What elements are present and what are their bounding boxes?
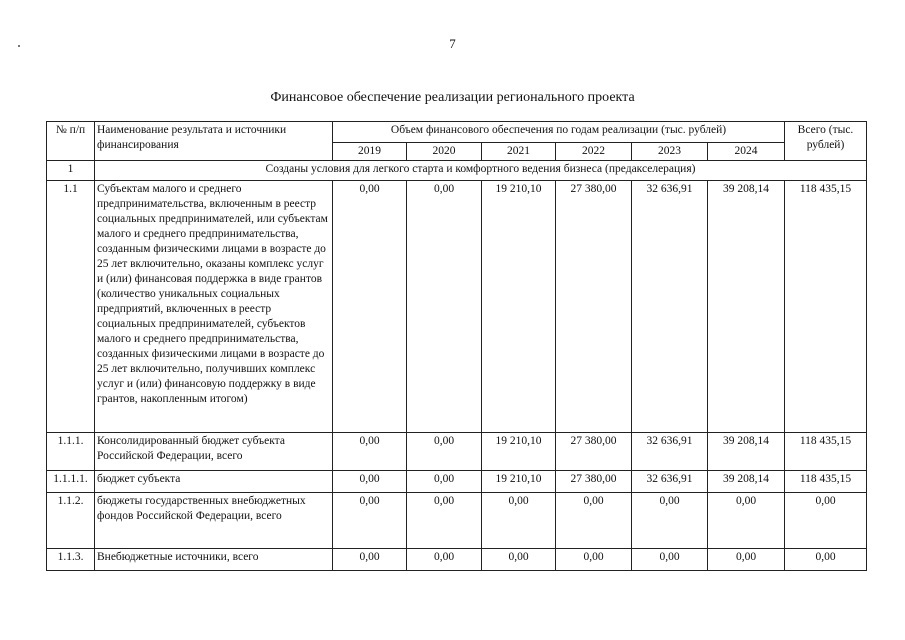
value-total: 118 435,15	[785, 471, 867, 493]
row-name: Субъектам малого и среднего предпринимательства, включенным в реестр социальных предпринимателей, или субъектам малого и среднего предпринимательства, созданным физическими лицами в возрасте до 25 лет включительно, оказаны комплекс услуг и (или) финансовая поддержка в виде грантов (количество уникальных социальных предприятий, включенных в реестр социальных предпринимателей, субъектов малого и среднего предпринимательства, созданных физическими лицами в возрасте до 25 лет включительно, получивших комплекс услуг и (или) финансовую поддержку в виде грантов, накопленным итогом)	[95, 181, 333, 433]
value-2019: 0,00	[333, 471, 407, 493]
value-2020: 0,00	[407, 471, 482, 493]
value-total: 0,00	[785, 549, 867, 571]
value-2024: 0,00	[708, 493, 785, 549]
financing-table	[46, 121, 867, 571]
value-2023: 32 636,91	[632, 433, 708, 471]
row-num: 1.1.3.	[47, 549, 95, 571]
value-2024: 39 208,14	[708, 471, 785, 493]
row-num: 1.1	[47, 181, 95, 433]
row-name: Консолидированный бюджет субъекта Российской Федерации, всего	[95, 433, 333, 471]
value-total: 0,00	[785, 493, 867, 549]
value-2022: 27 380,00	[556, 181, 632, 433]
header-year-2024: 2024	[708, 143, 785, 161]
value-2021: 19 210,10	[482, 433, 556, 471]
table-row	[47, 471, 867, 493]
section-label: Созданы условия для легкого старта и комфортного ведения бизнеса (предакселерация)	[95, 161, 867, 181]
value-2022: 27 380,00	[556, 433, 632, 471]
row-name: бюджеты государственных внебюджетных фондов Российской Федерации, всего	[95, 493, 333, 549]
value-2022: 0,00	[556, 549, 632, 571]
row-num: 1.1.1.	[47, 433, 95, 471]
value-2020: 0,00	[407, 549, 482, 571]
section-row	[47, 161, 867, 181]
header-year-2023: 2023	[632, 143, 708, 161]
value-2024: 39 208,14	[708, 181, 785, 433]
value-2020: 0,00	[407, 493, 482, 549]
row-name: бюджет субъекта	[95, 471, 333, 493]
table-row	[47, 433, 867, 471]
row-num: 1.1.2.	[47, 493, 95, 549]
value-2021: 19 210,10	[482, 181, 556, 433]
value-total: 118 435,15	[785, 433, 867, 471]
value-2020: 0,00	[407, 181, 482, 433]
section-num: 1	[47, 161, 95, 181]
value-2023: 0,00	[632, 493, 708, 549]
row-name: Внебюджетные источники, всего	[95, 549, 333, 571]
value-2023: 32 636,91	[632, 471, 708, 493]
value-2023: 0,00	[632, 549, 708, 571]
row-num: 1.1.1.1.	[47, 471, 95, 493]
value-2019: 0,00	[333, 493, 407, 549]
value-2022: 0,00	[556, 493, 632, 549]
value-total: 118 435,15	[785, 181, 867, 433]
header-num: № п/п	[47, 122, 95, 161]
header-year-2021: 2021	[482, 143, 556, 161]
header-year-2019: 2019	[333, 143, 407, 161]
value-2023: 32 636,91	[632, 181, 708, 433]
header-total: Всего (тыс. рублей)	[785, 122, 867, 161]
financing-table-container	[46, 121, 866, 571]
value-2019: 0,00	[333, 181, 407, 433]
value-2024: 39 208,14	[708, 433, 785, 471]
header-volume: Объем финансового обеспечения по годам реализации (тыс. рублей)	[333, 122, 785, 143]
header-year-2020: 2020	[407, 143, 482, 161]
table-row	[47, 549, 867, 571]
value-2019: 0,00	[333, 549, 407, 571]
header-name: Наименование результата и источники финансирования	[95, 122, 333, 161]
value-2024: 0,00	[708, 549, 785, 571]
document-title: Финансовое обеспечение реализации регионального проекта	[270, 90, 635, 105]
table-row	[47, 181, 867, 433]
value-2020: 0,00	[407, 433, 482, 471]
table-row	[47, 493, 867, 549]
value-2021: 0,00	[482, 493, 556, 549]
value-2019: 0,00	[333, 433, 407, 471]
value-2022: 27 380,00	[556, 471, 632, 493]
page-number: 7	[449, 36, 456, 51]
value-2021: 0,00	[482, 549, 556, 571]
header-year-2022: 2022	[556, 143, 632, 161]
value-2021: 19 210,10	[482, 471, 556, 493]
